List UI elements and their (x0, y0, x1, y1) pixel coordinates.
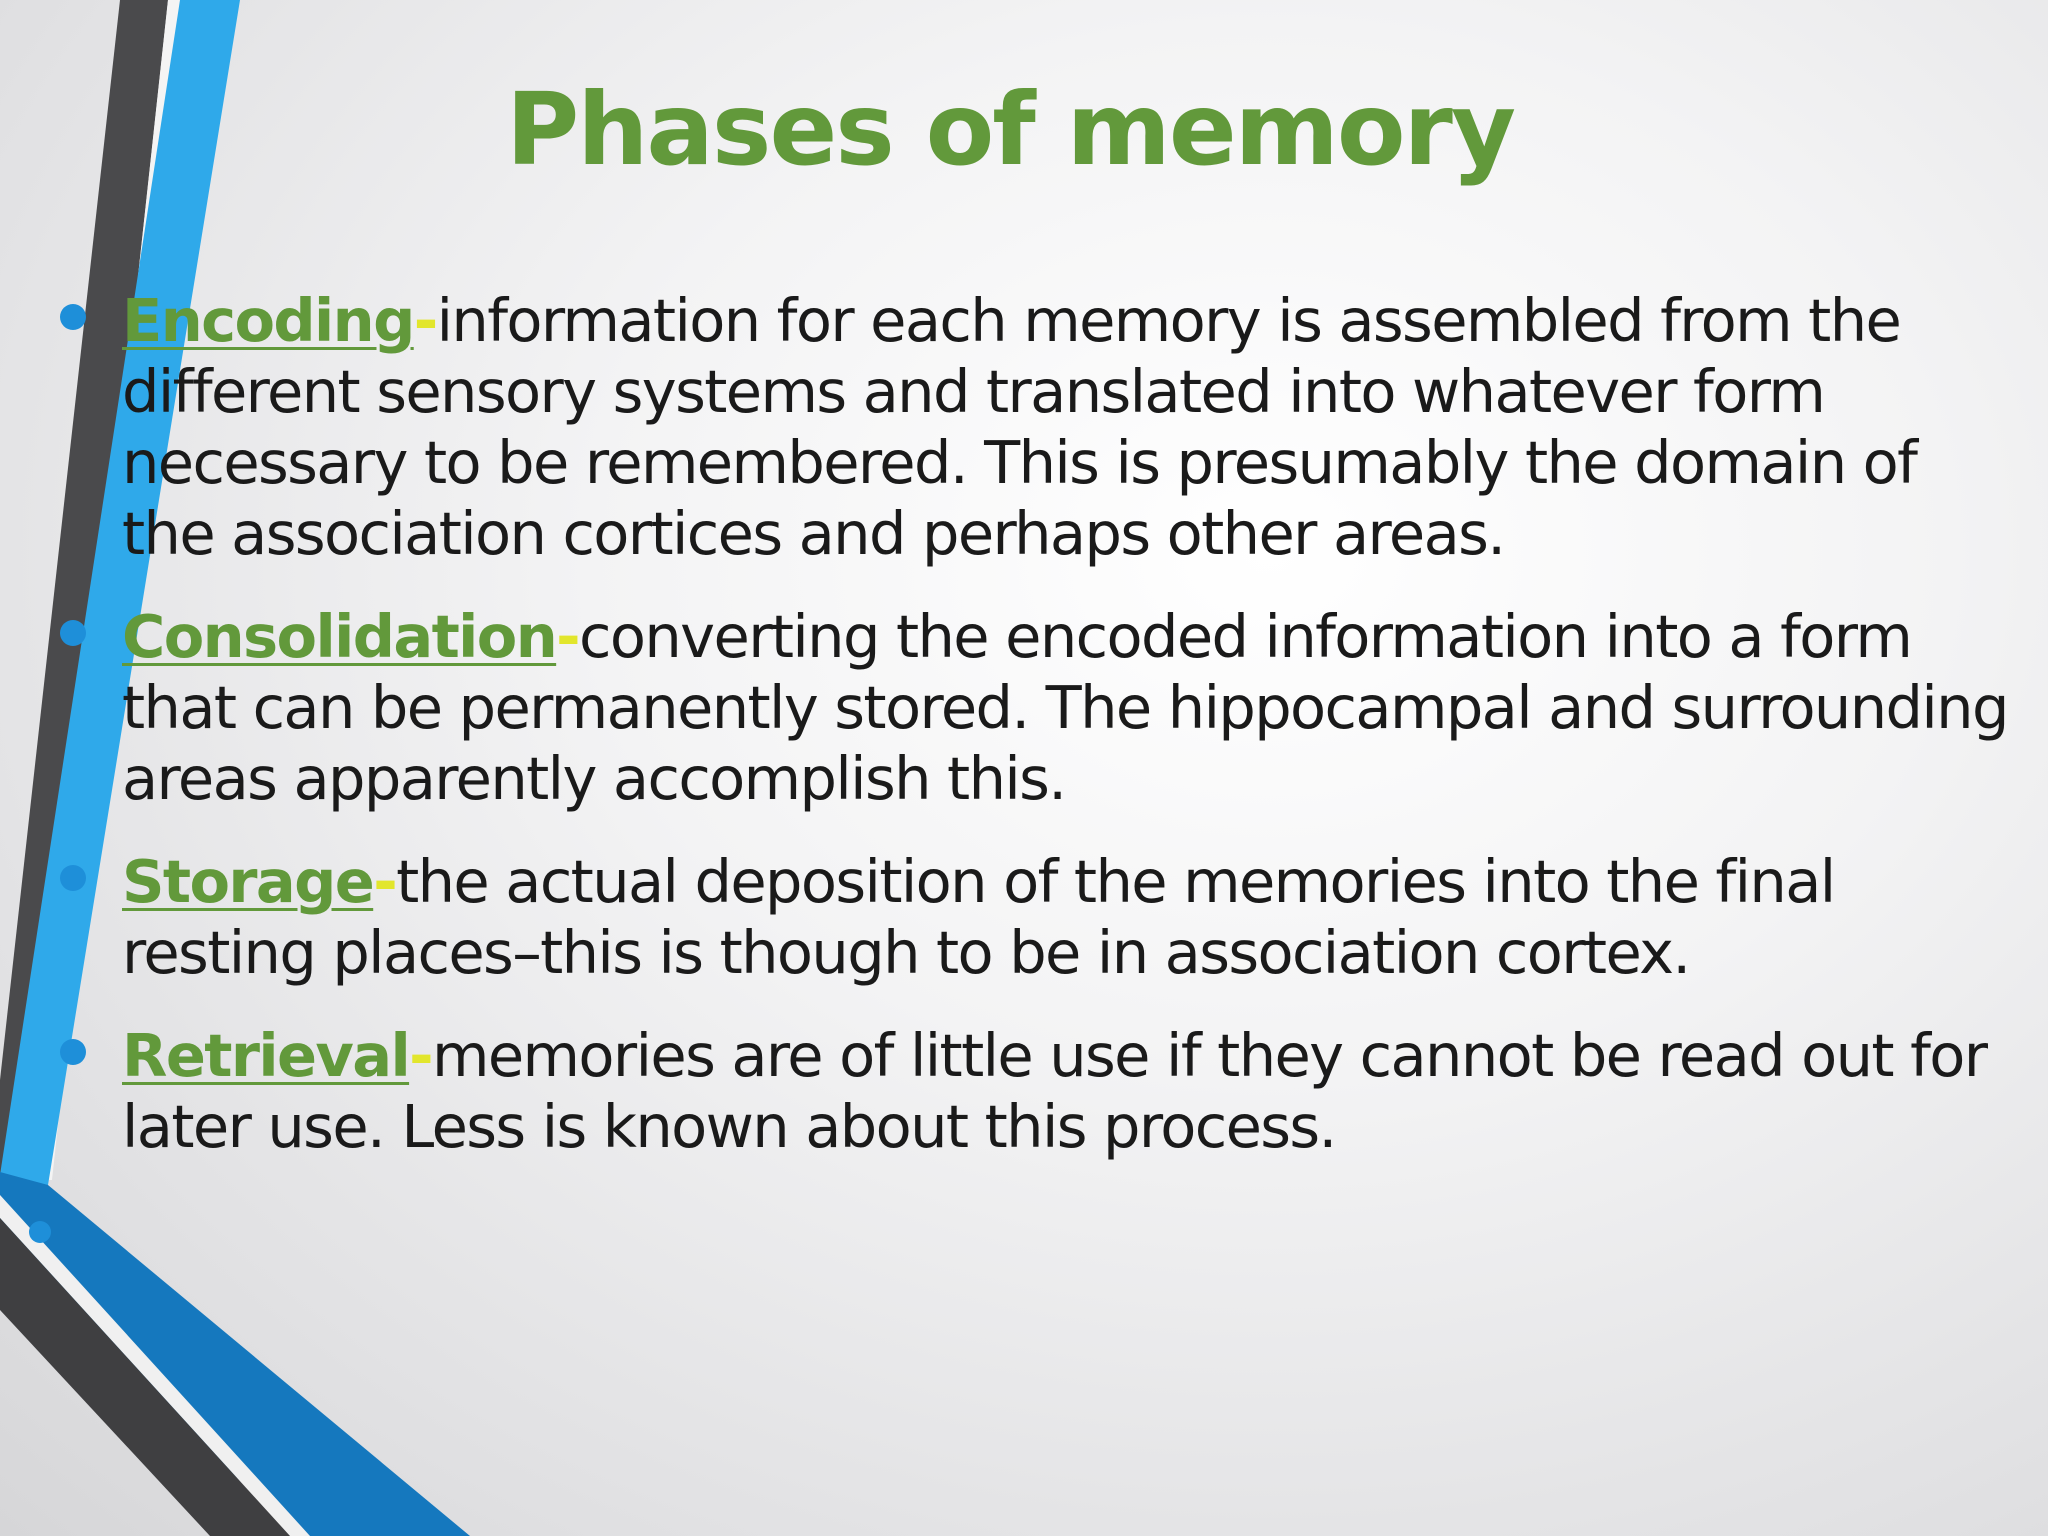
bullet-item-retrieval (122, 1020, 2012, 1162)
bullet-text-encoding: information for each memory is assembled from the different sensory systems and translated into whatever form necessary to be remembered. This is presumably the domain of the association cortices and perhaps other areas. (122, 286, 1917, 568)
term-dash: - (556, 602, 580, 671)
term-dash: - (409, 1021, 432, 1090)
bullet-list (122, 285, 2012, 1194)
bullet-text-storage: the actual deposition of the memories into the final resting places–this is though to be in association cortex. (122, 847, 1835, 987)
term-retrieval: Retrieval (122, 1021, 410, 1090)
term-consolidation: Consolidation (122, 602, 557, 671)
bullet-item-encoding (122, 285, 2012, 569)
bullet-dot-icon (60, 865, 86, 891)
slide-title: Phases of memory (505, 71, 1515, 188)
decor-dot (29, 1221, 51, 1243)
bullet-item-consolidation (122, 601, 2012, 814)
bullet-item-storage (122, 846, 2012, 988)
term-dash: - (373, 847, 397, 916)
term-storage: Storage (122, 847, 374, 916)
bullet-text-consolidation: converting the encoded information into a form that can be permanently stored. The hippocampal and surrounding areas apparently accomplish this. (122, 602, 2008, 813)
bullet-dot-icon (60, 1039, 86, 1065)
term-dash: - (413, 286, 437, 355)
term-encoding: Encoding (122, 286, 414, 355)
bullet-text-retrieval: memories are of little use if they cannot be read out for later use. Less is known about this process. (122, 1021, 1987, 1161)
bullet-dot-icon (60, 620, 86, 646)
bullet-dot-icon (60, 304, 86, 330)
